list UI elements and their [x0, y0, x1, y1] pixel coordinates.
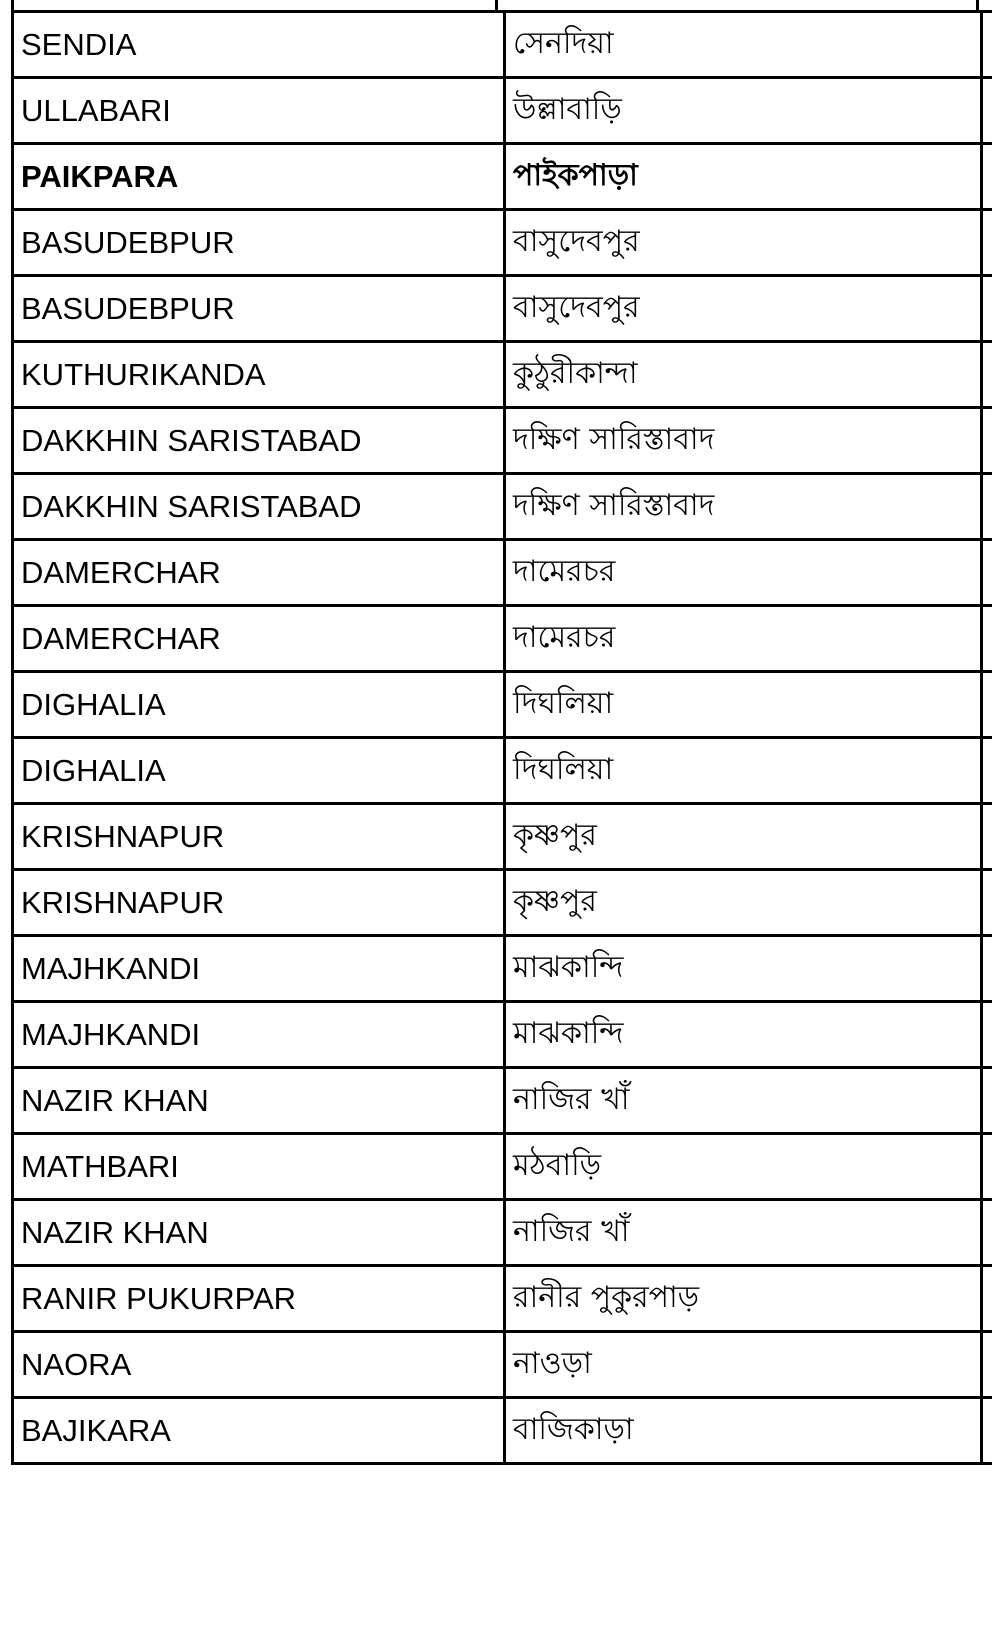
- table-row: [13, 210, 992, 276]
- table-row: [13, 78, 992, 144]
- table-row: [13, 1068, 992, 1134]
- bengali-name-cell: মাঝকান্দি: [505, 936, 982, 1002]
- english-name-cell: KRISHNAPUR: [13, 804, 505, 870]
- table-row: [13, 342, 992, 408]
- english-name-cell: NAZIR KHAN: [13, 1200, 505, 1266]
- column-divider-stub: [495, 0, 498, 10]
- empty-cell: [982, 738, 992, 804]
- empty-cell: [982, 672, 992, 738]
- english-name-cell: ULLABARI: [13, 78, 505, 144]
- empty-cell: [982, 78, 992, 144]
- empty-cell: [982, 606, 992, 672]
- english-name-cell: DAKKHIN SARISTABAD: [13, 408, 505, 474]
- english-name-cell: NAZIR KHAN: [13, 1068, 505, 1134]
- bengali-name-cell: নাওড়া: [505, 1332, 982, 1398]
- column-divider-stub: [976, 0, 979, 10]
- bengali-name-cell: বাসুদেবপুর: [505, 210, 982, 276]
- empty-cell: [982, 1002, 992, 1068]
- table-row: [13, 12, 992, 78]
- english-name-cell: DAMERCHAR: [13, 540, 505, 606]
- bengali-name-cell: মঠবাড়ি: [505, 1134, 982, 1200]
- table-row: [13, 870, 992, 936]
- english-name-cell: DAMERCHAR: [13, 606, 505, 672]
- table-top-edge: [0, 0, 992, 10]
- table-row: [13, 474, 992, 540]
- table-row: [13, 1002, 992, 1068]
- table-row: [13, 1398, 992, 1464]
- empty-cell: [982, 144, 992, 210]
- empty-cell: [982, 540, 992, 606]
- table-row: [13, 1134, 992, 1200]
- english-name-cell: KRISHNAPUR: [13, 870, 505, 936]
- bengali-name-cell: কুঠুরীকান্দা: [505, 342, 982, 408]
- empty-cell: [982, 342, 992, 408]
- empty-cell: [982, 1134, 992, 1200]
- empty-cell: [982, 1398, 992, 1464]
- table-row: [13, 804, 992, 870]
- table-body: [13, 12, 992, 1464]
- empty-cell: [982, 1266, 992, 1332]
- english-name-cell: BAJIKARA: [13, 1398, 505, 1464]
- table-row: [13, 408, 992, 474]
- english-name-cell: RANIR PUKURPAR: [13, 1266, 505, 1332]
- empty-cell: [982, 1332, 992, 1398]
- empty-cell: [982, 210, 992, 276]
- table-row: [13, 540, 992, 606]
- english-name-cell: DIGHALIA: [13, 672, 505, 738]
- table-row: [13, 1266, 992, 1332]
- english-name-cell: MATHBARI: [13, 1134, 505, 1200]
- bengali-name-cell: উল্লাবাড়ি: [505, 78, 982, 144]
- table-row: [13, 1332, 992, 1398]
- bengali-name-cell: মাঝকান্দি: [505, 1002, 982, 1068]
- english-name-cell: BASUDEBPUR: [13, 276, 505, 342]
- bengali-name-cell: দক্ষিণ সারিস্তাবাদ: [505, 474, 982, 540]
- table-row: [13, 144, 992, 210]
- bengali-name-cell: কৃষ্ণপুর: [505, 804, 982, 870]
- bengali-name-cell: পাইকপাড়া: [505, 144, 982, 210]
- bengali-name-cell: কৃষ্ণপুর: [505, 870, 982, 936]
- empty-cell: [982, 474, 992, 540]
- place-name-table: [11, 10, 992, 1465]
- table-row: [13, 672, 992, 738]
- bengali-name-cell: দিঘলিয়া: [505, 738, 982, 804]
- english-name-cell: DAKKHIN SARISTABAD: [13, 474, 505, 540]
- english-name-cell: MAJHKANDI: [13, 1002, 505, 1068]
- bengali-name-cell: দিঘলিয়া: [505, 672, 982, 738]
- english-name-cell: SENDIA: [13, 12, 505, 78]
- table-row: [13, 276, 992, 342]
- english-name-cell: NAORA: [13, 1332, 505, 1398]
- bengali-name-cell: দক্ষিণ সারিস্তাবাদ: [505, 408, 982, 474]
- empty-cell: [982, 804, 992, 870]
- bengali-name-cell: বাসুদেবপুর: [505, 276, 982, 342]
- empty-cell: [982, 936, 992, 1002]
- bengali-name-cell: রানীর পুকুরপাড়: [505, 1266, 982, 1332]
- empty-cell: [982, 276, 992, 342]
- table-row: [13, 936, 992, 1002]
- empty-cell: [982, 12, 992, 78]
- english-name-cell: DIGHALIA: [13, 738, 505, 804]
- empty-cell: [982, 1200, 992, 1266]
- empty-cell: [982, 408, 992, 474]
- empty-cell: [982, 1068, 992, 1134]
- table-row: [13, 1200, 992, 1266]
- bengali-name-cell: সেনদিয়া: [505, 12, 982, 78]
- bengali-name-cell: দামেরচর: [505, 606, 982, 672]
- column-divider-stub: [11, 0, 14, 10]
- bengali-name-cell: নাজির খাঁ: [505, 1068, 982, 1134]
- english-name-cell: BASUDEBPUR: [13, 210, 505, 276]
- english-name-cell: KUTHURIKANDA: [13, 342, 505, 408]
- english-name-cell: PAIKPARA: [13, 144, 505, 210]
- bengali-name-cell: নাজির খাঁ: [505, 1200, 982, 1266]
- empty-cell: [982, 870, 992, 936]
- bengali-name-cell: বাজিকাড়া: [505, 1398, 982, 1464]
- table-row: [13, 738, 992, 804]
- table-row: [13, 606, 992, 672]
- bengali-name-cell: দামেরচর: [505, 540, 982, 606]
- english-name-cell: MAJHKANDI: [13, 936, 505, 1002]
